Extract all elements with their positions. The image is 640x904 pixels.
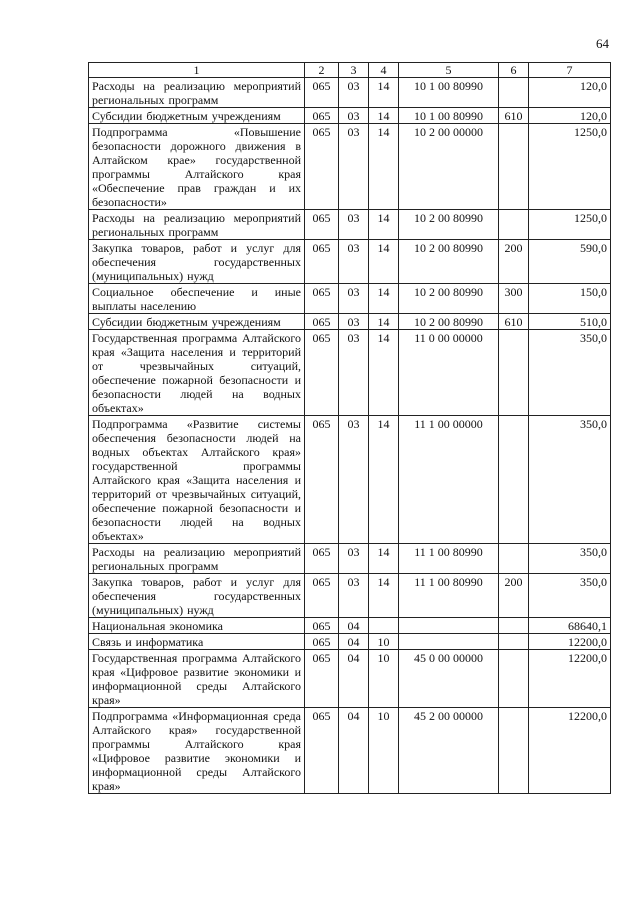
row-section: 03 xyxy=(339,108,369,124)
row-section: 04 xyxy=(339,634,369,650)
row-name: Расходы на реализацию мероприятий региональных программ xyxy=(89,210,305,240)
row-subsection: 10 xyxy=(369,650,399,708)
row-target-article: 45 2 00 00000 xyxy=(399,708,499,794)
row-ministry: 065 xyxy=(305,634,339,650)
row-ministry: 065 xyxy=(305,330,339,416)
row-expense-type xyxy=(499,634,529,650)
row-amount: 120,0 xyxy=(529,108,611,124)
row-ministry: 065 xyxy=(305,574,339,618)
table-row xyxy=(89,708,611,794)
row-section: 03 xyxy=(339,210,369,240)
row-section: 03 xyxy=(339,330,369,416)
row-amount: 350,0 xyxy=(529,330,611,416)
row-amount: 12200,0 xyxy=(529,650,611,708)
row-ministry: 065 xyxy=(305,618,339,634)
row-name: Подпрограмма «Развитие системы обеспечения безопасности людей на водных объектах Алтайского края» государственной программы Алтайского края «Защита населения и территорий от чрезвычайных ситуаций, обеспечение пожарной безопасности и безопасности людей на водных объектах» xyxy=(89,416,305,544)
row-expense-type xyxy=(499,330,529,416)
table-row xyxy=(89,330,611,416)
row-name: Социальное обеспечение и иные выплаты населению xyxy=(89,284,305,314)
row-section: 03 xyxy=(339,240,369,284)
row-ministry: 065 xyxy=(305,108,339,124)
row-amount: 12200,0 xyxy=(529,708,611,794)
row-subsection: 10 xyxy=(369,708,399,794)
row-ministry: 065 xyxy=(305,650,339,708)
header-cell-amount: 7 xyxy=(529,63,611,78)
budget-table xyxy=(88,62,611,794)
row-amount: 350,0 xyxy=(529,574,611,618)
row-name: Государственная программа Алтайского края «Защита населения и территорий от чрезвычайных ситуаций, обеспечение пожарной безопасности и безопасности людей на водных объектах» xyxy=(89,330,305,416)
row-amount: 350,0 xyxy=(529,416,611,544)
row-expense-type xyxy=(499,210,529,240)
row-expense-type: 300 xyxy=(499,284,529,314)
row-subsection: 14 xyxy=(369,544,399,574)
table-row xyxy=(89,78,611,108)
row-amount: 120,0 xyxy=(529,78,611,108)
row-target-article: 11 1 00 80990 xyxy=(399,574,499,618)
row-subsection: 14 xyxy=(369,314,399,330)
row-amount: 590,0 xyxy=(529,240,611,284)
row-ministry: 065 xyxy=(305,240,339,284)
row-target-article: 10 2 00 80990 xyxy=(399,314,499,330)
row-section: 03 xyxy=(339,284,369,314)
row-subsection: 14 xyxy=(369,108,399,124)
row-section: 04 xyxy=(339,618,369,634)
table-row xyxy=(89,124,611,210)
row-target-article xyxy=(399,634,499,650)
table-row xyxy=(89,314,611,330)
row-subsection xyxy=(369,618,399,634)
row-name: Связь и информатика xyxy=(89,634,305,650)
row-expense-type xyxy=(499,544,529,574)
row-subsection: 14 xyxy=(369,284,399,314)
row-amount: 12200,0 xyxy=(529,634,611,650)
row-amount: 350,0 xyxy=(529,544,611,574)
row-ministry: 065 xyxy=(305,544,339,574)
table-row xyxy=(89,634,611,650)
row-expense-type xyxy=(499,78,529,108)
row-target-article: 10 2 00 80990 xyxy=(399,284,499,314)
row-subsection: 14 xyxy=(369,124,399,210)
row-target-article: 10 2 00 80990 xyxy=(399,240,499,284)
row-amount: 1250,0 xyxy=(529,124,611,210)
row-name: Подпрограмма «Информационная среда Алтайского края» государственной программы Алтайского края «Цифровое развитие экономики и информационной среды Алтайского края» xyxy=(89,708,305,794)
row-expense-type xyxy=(499,124,529,210)
row-expense-type xyxy=(499,708,529,794)
row-name: Расходы на реализацию мероприятий региональных программ xyxy=(89,544,305,574)
row-target-article: 10 2 00 00000 xyxy=(399,124,499,210)
header-cell-expense-type: 6 xyxy=(499,63,529,78)
row-name: Подпрограмма «Повышение безопасности дорожного движения в Алтайском крае» государственной программы Алтайского края «Обеспечение прав граждан и их безопасности» xyxy=(89,124,305,210)
row-name: Государственная программа Алтайского края «Цифровое развитие экономики и информационной среды Алтайского края» xyxy=(89,650,305,708)
row-amount: 150,0 xyxy=(529,284,611,314)
row-ministry: 065 xyxy=(305,210,339,240)
row-ministry: 065 xyxy=(305,284,339,314)
row-ministry: 065 xyxy=(305,314,339,330)
row-expense-type: 610 xyxy=(499,108,529,124)
header-row xyxy=(89,63,611,78)
table-row xyxy=(89,210,611,240)
row-target-article: 11 0 00 00000 xyxy=(399,330,499,416)
row-expense-type: 200 xyxy=(499,574,529,618)
row-subsection: 14 xyxy=(369,78,399,108)
row-expense-type: 200 xyxy=(499,240,529,284)
row-expense-type xyxy=(499,650,529,708)
row-subsection: 14 xyxy=(369,210,399,240)
header-cell-ministry: 2 xyxy=(305,63,339,78)
row-ministry: 065 xyxy=(305,708,339,794)
header-cell-name: 1 xyxy=(89,63,305,78)
row-section: 03 xyxy=(339,416,369,544)
row-subsection: 14 xyxy=(369,240,399,284)
row-expense-type: 610 xyxy=(499,314,529,330)
table-row xyxy=(89,618,611,634)
table-row xyxy=(89,574,611,618)
row-name: Закупка товаров, работ и услуг для обеспечения государственных (муниципальных) нужд xyxy=(89,240,305,284)
row-subsection: 14 xyxy=(369,574,399,618)
row-ministry: 065 xyxy=(305,416,339,544)
row-target-article xyxy=(399,618,499,634)
page-number: 64 xyxy=(596,36,609,51)
row-section: 04 xyxy=(339,650,369,708)
row-section: 03 xyxy=(339,574,369,618)
row-section: 04 xyxy=(339,708,369,794)
row-section: 03 xyxy=(339,78,369,108)
row-amount: 68640,1 xyxy=(529,618,611,634)
row-name: Субсидии бюджетным учреждениям xyxy=(89,108,305,124)
row-section: 03 xyxy=(339,314,369,330)
row-amount: 1250,0 xyxy=(529,210,611,240)
row-subsection: 10 xyxy=(369,634,399,650)
row-name: Национальная экономика xyxy=(89,618,305,634)
row-target-article: 11 1 00 80990 xyxy=(399,544,499,574)
row-section: 03 xyxy=(339,124,369,210)
header-cell-section: 3 xyxy=(339,63,369,78)
row-expense-type xyxy=(499,416,529,544)
row-subsection: 14 xyxy=(369,416,399,544)
row-ministry: 065 xyxy=(305,78,339,108)
row-section: 03 xyxy=(339,544,369,574)
row-name: Расходы на реализацию мероприятий региональных программ xyxy=(89,78,305,108)
row-target-article: 10 2 00 80990 xyxy=(399,210,499,240)
row-target-article: 10 1 00 80990 xyxy=(399,108,499,124)
table-row xyxy=(89,240,611,284)
table-row xyxy=(89,650,611,708)
row-amount: 510,0 xyxy=(529,314,611,330)
table-row xyxy=(89,108,611,124)
row-name: Закупка товаров, работ и услуг для обеспечения государственных (муниципальных) нужд xyxy=(89,574,305,618)
header-cell-subsection: 4 xyxy=(369,63,399,78)
row-ministry: 065 xyxy=(305,124,339,210)
table-row xyxy=(89,544,611,574)
table-row xyxy=(89,284,611,314)
row-subsection: 14 xyxy=(369,330,399,416)
header-cell-target-article: 5 xyxy=(399,63,499,78)
row-target-article: 11 1 00 00000 xyxy=(399,416,499,544)
row-target-article: 45 0 00 00000 xyxy=(399,650,499,708)
table-row xyxy=(89,416,611,544)
row-name: Субсидии бюджетным учреждениям xyxy=(89,314,305,330)
row-expense-type xyxy=(499,618,529,634)
row-target-article: 10 1 00 80990 xyxy=(399,78,499,108)
